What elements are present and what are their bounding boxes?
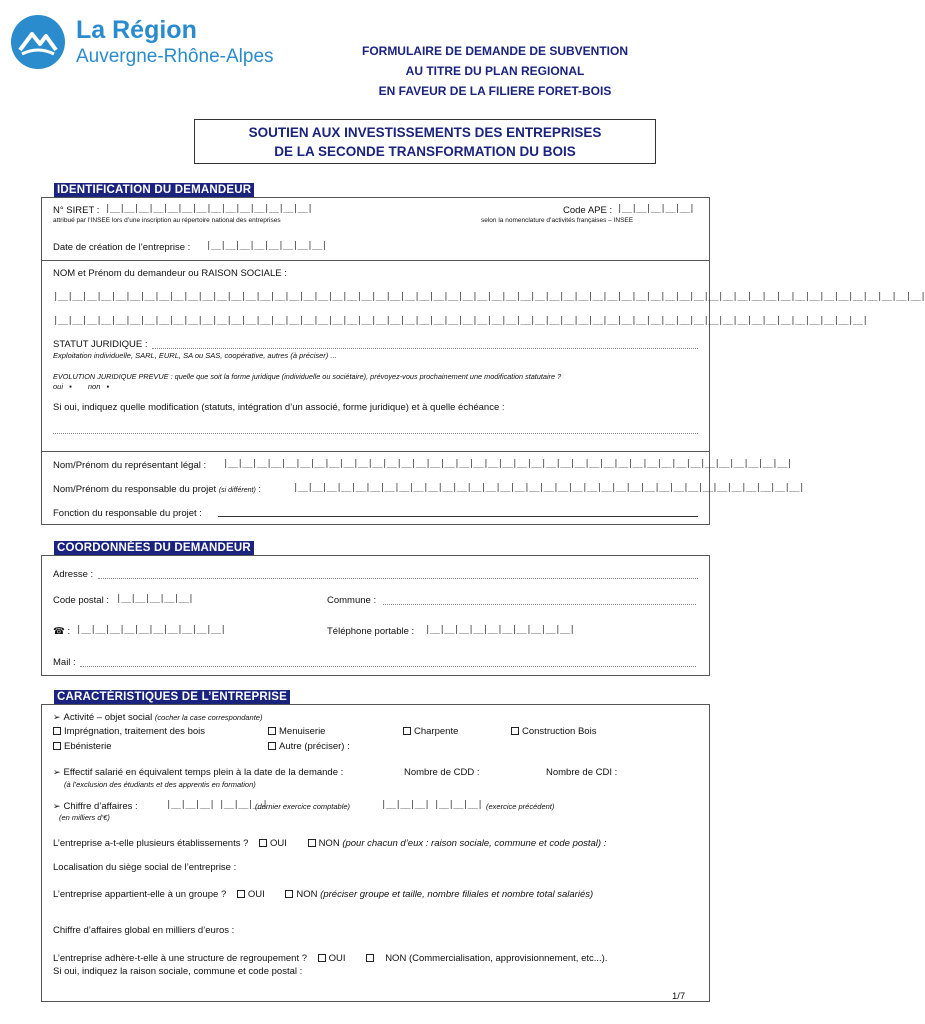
cdi-label: Nombre de CDI : <box>546 767 618 778</box>
evolution-label: EVOLUTION JURIDIQUE PREVUE : quelle que soit la forme juridique (individuelle ou sociétaire), prévoyez-vous prochainement une modification statutaire ? <box>53 372 562 381</box>
groupe-non-checkbox[interactable] <box>285 890 293 898</box>
checkbox[interactable] <box>268 742 276 750</box>
logo <box>10 14 310 70</box>
etab-note: (pour chacun d’eux : raison sociale, commune et code postal) : <box>342 838 607 849</box>
regroupement-row <box>53 953 607 964</box>
siret-label: N° SIRET : <box>53 205 100 216</box>
code-postal-field[interactable]: |__|__|__|__|__| <box>116 594 194 604</box>
nom-field-row2[interactable]: |__|__|__|__|__|__|__|__|__|__|__|__|__|__|__|__|__|__|__|__|__|__|__|__|__|__|__|__|__|__|__|__|__|__|__|__|__|__|__|__|__|__|__|__|__|__|__|__|__|__|__|__|__|__|__|__| <box>53 316 868 326</box>
option-ebenisterie[interactable]: Ebénisterie <box>53 741 112 752</box>
title-line1: SOUTIEN AUX INVESTISSEMENTS DES ENTREPRISES <box>248 125 602 140</box>
regroupement-non-label: NON (Commercialisation, approvisionnement, etc...). <box>385 953 608 964</box>
region-logo-icon <box>10 14 66 70</box>
form-header <box>330 41 660 101</box>
checkbox[interactable] <box>53 727 61 735</box>
effectif-row <box>53 767 343 778</box>
date-creation-field[interactable]: |__|__|__|__|__|__|__|__| <box>206 241 327 251</box>
effectif-note: (à l’exclusion des étudiants et des apprentis en formation) <box>64 780 256 789</box>
siret-field[interactable]: |__|__|__|__|__|__|__|__|__|__|__|__|__|__| <box>105 204 313 214</box>
activite-label: Activité – objet social <box>63 712 153 723</box>
portable-field[interactable]: |__|__|__|__|__|__|__|__|__|__| <box>425 625 575 635</box>
adresse-field[interactable] <box>98 578 698 579</box>
representant-label: Nom/Prénom du représentant légal : <box>53 460 207 471</box>
siret-note: attribué par l’INSEE lors d’une inscription au répertoire national des entreprises <box>53 217 281 224</box>
arrow-icon: ➢ <box>53 801 61 811</box>
responsable-note: (si différent) <box>218 487 256 494</box>
groupe-row <box>53 889 593 900</box>
etab-non-label: NON <box>318 838 340 849</box>
si-oui-field[interactable] <box>53 433 698 434</box>
evolution-non-label: non <box>87 382 101 391</box>
etab-oui-checkbox[interactable] <box>259 839 267 847</box>
groupe-oui-checkbox[interactable] <box>237 890 245 898</box>
title-line2: DE LA SECONDE TRANSFORMATION DU BOIS <box>274 144 576 159</box>
groupe-note: (préciser groupe et taille, nombre filiales et nombre total salariés) <box>320 889 594 900</box>
evolution-non-checkbox[interactable]: ▪ <box>106 382 110 391</box>
option-menuiserie[interactable]: Menuiserie <box>268 726 325 737</box>
header-line2: AU TITRE DU PLAN REGIONAL <box>405 64 585 78</box>
header-line3: EN FAVEUR DE LA FILIERE FORET-BOIS <box>378 84 612 98</box>
ca-field-1[interactable]: |__|__|__| |__|__|__| <box>166 800 268 810</box>
title-box <box>194 119 656 164</box>
checkbox[interactable] <box>511 727 519 735</box>
logo-line2: Auvergne-Rhône-Alpes <box>76 46 274 67</box>
checkbox[interactable] <box>403 727 411 735</box>
etablissements-row <box>53 838 606 849</box>
ca-unit: (en milliers d’€) <box>59 813 110 822</box>
ca-field-2[interactable]: |__|__|__| |__|__|__| <box>381 800 483 810</box>
activite-row <box>53 712 262 723</box>
nom-label: NOM et Prénom du demandeur ou RAISON SOCIALE : <box>53 268 287 279</box>
checkbox[interactable] <box>268 727 276 735</box>
statut-field[interactable] <box>152 348 698 349</box>
nom-field-row1[interactable]: |__|__|__|__|__|__|__|__|__|__|__|__|__|__|__|__|__|__|__|__|__|__|__|__|__|__|__|__|__|__|__|__|__|__|__|__|__|__|__|__|__|__|__|__|__|__|__|__|__|__|__|__|__|__|__|__|__|__|__|__| <box>53 292 925 302</box>
statut-label: STATUT JURIDIQUE : <box>53 339 148 350</box>
checkbox[interactable] <box>53 742 61 750</box>
responsable-field[interactable]: |__|__|__|__|__|__|__|__|__|__|__|__|__|__|__|__|__|__|__|__|__|__|__|__|__|__|__|__|__|__|__|__|__|__|__| <box>293 483 804 493</box>
commune-field[interactable] <box>383 604 696 605</box>
responsable-label: Nom/Prénom du responsable du projet (si différent) : <box>53 484 262 495</box>
siege-label: Localisation du siège social de l’entreprise : <box>53 862 237 873</box>
etab-non-checkbox[interactable] <box>308 839 316 847</box>
ape-label: Code APE : <box>563 205 613 216</box>
cdd-label: Nombre de CDD : <box>404 767 480 778</box>
statut-note: Exploitation individuelle, SARL, EURL, SA ou SAS, coopérative, autres (à préciser) ... <box>53 351 337 360</box>
header-line1: FORMULAIRE DE DEMANDE DE SUBVENTION <box>361 44 628 58</box>
groupe-label: L’entreprise appartient-elle à un groupe ? <box>53 889 227 900</box>
caracteristiques-header: CARACTÉRISTIQUES DE L’ENTREPRISE <box>54 690 290 704</box>
representant-field[interactable]: |__|__|__|__|__|__|__|__|__|__|__|__|__|__|__|__|__|__|__|__|__|__|__|__|__|__|__|__|__|__|__|__|__|__|__|__|__|__|__| <box>223 459 792 469</box>
ca-global-label: Chiffre d’affaires global en milliers d’euros : <box>53 925 235 936</box>
phone-row <box>53 626 70 637</box>
ape-note: selon la nomenclature d’activités françaises – INSEE <box>481 217 634 224</box>
ca-label: Chiffre d’affaires : <box>63 801 138 812</box>
code-postal-label: Code postal : <box>53 595 109 606</box>
ape-field[interactable]: |__|__|__|__|__| <box>617 204 695 214</box>
etab-label: L’entreprise a-t-elle plusieurs établissements ? <box>53 838 249 849</box>
mail-field[interactable] <box>80 666 696 667</box>
identification-header: IDENTIFICATION DU DEMANDEUR <box>54 183 254 197</box>
coordonnees-header: COORDONNÉES DU DEMANDEUR <box>54 541 254 555</box>
adresse-label: Adresse : <box>53 569 94 580</box>
phone-label: : <box>67 626 71 637</box>
logo-line1: La Région <box>76 16 197 44</box>
ca-note-2: (exercice précédent) <box>486 802 555 811</box>
identification-divider <box>41 260 710 261</box>
phone-field[interactable]: |__|__|__|__|__|__|__|__|__|__| <box>76 625 226 635</box>
si-oui-label: Si oui, indiquez quelle modification (statuts, intégration d’un associé, forme juridique) et à quelle échéance : <box>53 402 505 413</box>
effectif-label: Effectif salarié en équivalent temps plein à la date de la demande : <box>63 767 344 778</box>
activite-note: (cocher la case correspondante) <box>154 713 263 722</box>
option-impregnation[interactable]: Imprégnation, traitement des bois <box>53 726 205 737</box>
coordonnees-box <box>41 555 710 676</box>
regroupement-si-oui: Si oui, indiquez la raison sociale, commune et code postal : <box>53 966 303 977</box>
groupe-non-label: NON <box>296 889 318 900</box>
groupe-oui-label: OUI <box>247 889 265 900</box>
ca-note-1: (dernier exercice comptable) <box>255 802 351 811</box>
responsable-label-text: Nom/Prénom du responsable du projet <box>53 484 217 495</box>
evolution-oui-label: oui <box>53 382 64 391</box>
fonction-label: Fonction du responsable du projet : <box>53 508 202 519</box>
mail-label: Mail : <box>53 657 76 668</box>
evolution-oui-checkbox[interactable]: ▪ <box>69 382 72 391</box>
date-creation-label: Date de création de l’entreprise : <box>53 242 191 253</box>
etab-oui-label: OUI <box>270 838 287 849</box>
portable-label: Téléphone portable : <box>327 626 415 637</box>
regroupement-non-checkbox[interactable] <box>366 954 374 962</box>
arrow-icon: ➢ <box>53 767 61 777</box>
regroupement-label: L’entreprise adhère-t-elle à une structure de regroupement ? <box>53 953 308 964</box>
regroupement-oui-label: OUI <box>328 953 346 964</box>
arrow-icon: ➢ <box>53 712 61 722</box>
identification-divider-2 <box>41 451 710 452</box>
option-charpente[interactable]: Charpente <box>403 726 458 737</box>
ca-row <box>53 801 138 812</box>
option-autre[interactable]: Autre (préciser) : <box>268 741 350 752</box>
commune-label: Commune : <box>327 595 377 606</box>
regroupement-oui-checkbox[interactable] <box>318 954 326 962</box>
option-construction-bois[interactable]: Construction Bois <box>511 726 596 737</box>
phone-icon: ☎ <box>53 626 65 637</box>
page-number: 1/7 <box>672 991 686 1002</box>
fonction-field[interactable] <box>218 516 698 517</box>
evolution-choices <box>53 382 109 391</box>
